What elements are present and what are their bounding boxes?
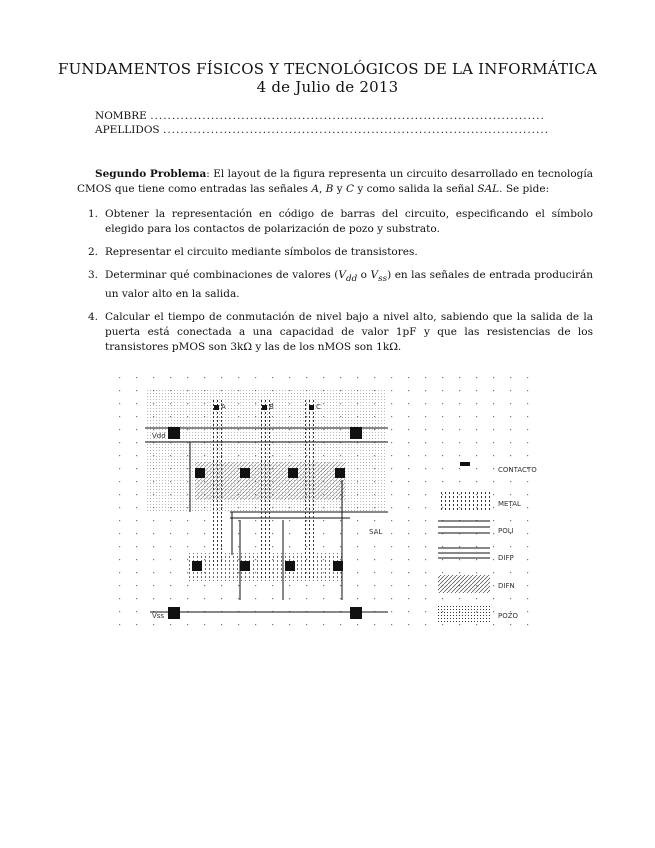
legend-metal: METAL [498,500,521,508]
legend-contacto: CONTACTO [498,466,537,474]
input-b: B [325,183,334,195]
contact-vdd [168,427,180,439]
label-vdd: Vdd [152,432,166,440]
contact-vss [168,607,180,619]
label-a: A [221,403,226,411]
input-a: A [311,183,319,195]
gate-contact [262,405,267,410]
item-text: Calcular el tiempo de conmutación de nivel bajo a nivel alto, sabiendo que la salida de la puerta está conectada a una capacidad de valor 1pF y que las resistencias de los transistores pMOS son 3kΩ y las de los nMOS son 1kΩ. [105,311,593,354]
exam-title: FUNDAMENTOS FÍSICOS Y TECNOLÓGICOS DE LA INFORMÁTICA [57,60,598,78]
item-text: ) en las señales de entrada producirán un valor alto en la salida. [105,269,593,301]
contact [333,561,343,571]
gate-contact [214,405,219,410]
legend-pozo: POZO [498,612,519,620]
item-text: Representar el circuito mediante símbolos de transistores. [105,246,418,258]
vss-symbol: V [370,269,379,281]
contact [240,468,250,478]
item-text: o [357,269,371,281]
item-text: Obtener la representación en código de barras del circuito, especificando el símbolo elegido para los contactos de polarización de pozo y substrato. [105,208,593,235]
vdd-subscript: dd [345,274,358,285]
item-number: 4. [88,311,99,324]
label-c: C [316,403,321,411]
item-number: 2. [88,246,99,258]
contact [285,561,295,571]
contact [350,427,362,439]
legend-difn: DIFN [498,582,515,590]
apellidos-label: APELLIDOS [95,124,160,136]
legend-poli: POLI [498,527,514,535]
item-text: Determinar qué combinaciones de valores ( [105,269,339,281]
legend-swatch-pozo [438,605,490,623]
contact [195,468,205,478]
problem-heading: Segundo Problema [95,168,207,180]
legend-swatch-difn [438,575,490,593]
contact [240,561,250,571]
item-number: 1. [88,208,99,220]
gate-contact [309,405,314,410]
contact [350,607,362,619]
contact [335,468,345,478]
intro-text-1: : El layout de la figura representa un circuito desarrollado en tecnología CMOS que tiene como entradas las señales [77,168,593,195]
legend-swatch-contacto [460,462,470,466]
difp-region [195,462,345,500]
apellidos-dots: ......................................................................................... [162,124,550,136]
contact [288,468,298,478]
label-b: B [269,403,274,411]
item-number: 3. [88,269,99,281]
input-c: C [345,183,354,195]
label-vss: Vss [152,612,165,620]
vss-subscript: ss [378,274,388,285]
intro-text-3: . Se pide: [499,183,550,195]
nombre-dots: ........................................................................................... [150,110,545,122]
difn-region [188,553,343,581]
contact [192,561,202,571]
legend-difp: DIFP [498,554,514,562]
exam-date: 4 de Julio de 2013 [256,78,399,96]
label-sal: SAL [369,528,383,536]
vdd-symbol: V [338,269,346,281]
output-sal: SAL [477,183,500,195]
legend-swatch-metal [438,492,490,510]
intro-text-2: y como salida la señal [354,183,478,195]
sep-2: y [333,183,346,195]
nombre-label: NOMBRE [95,110,147,122]
sep-1: , [318,183,326,195]
